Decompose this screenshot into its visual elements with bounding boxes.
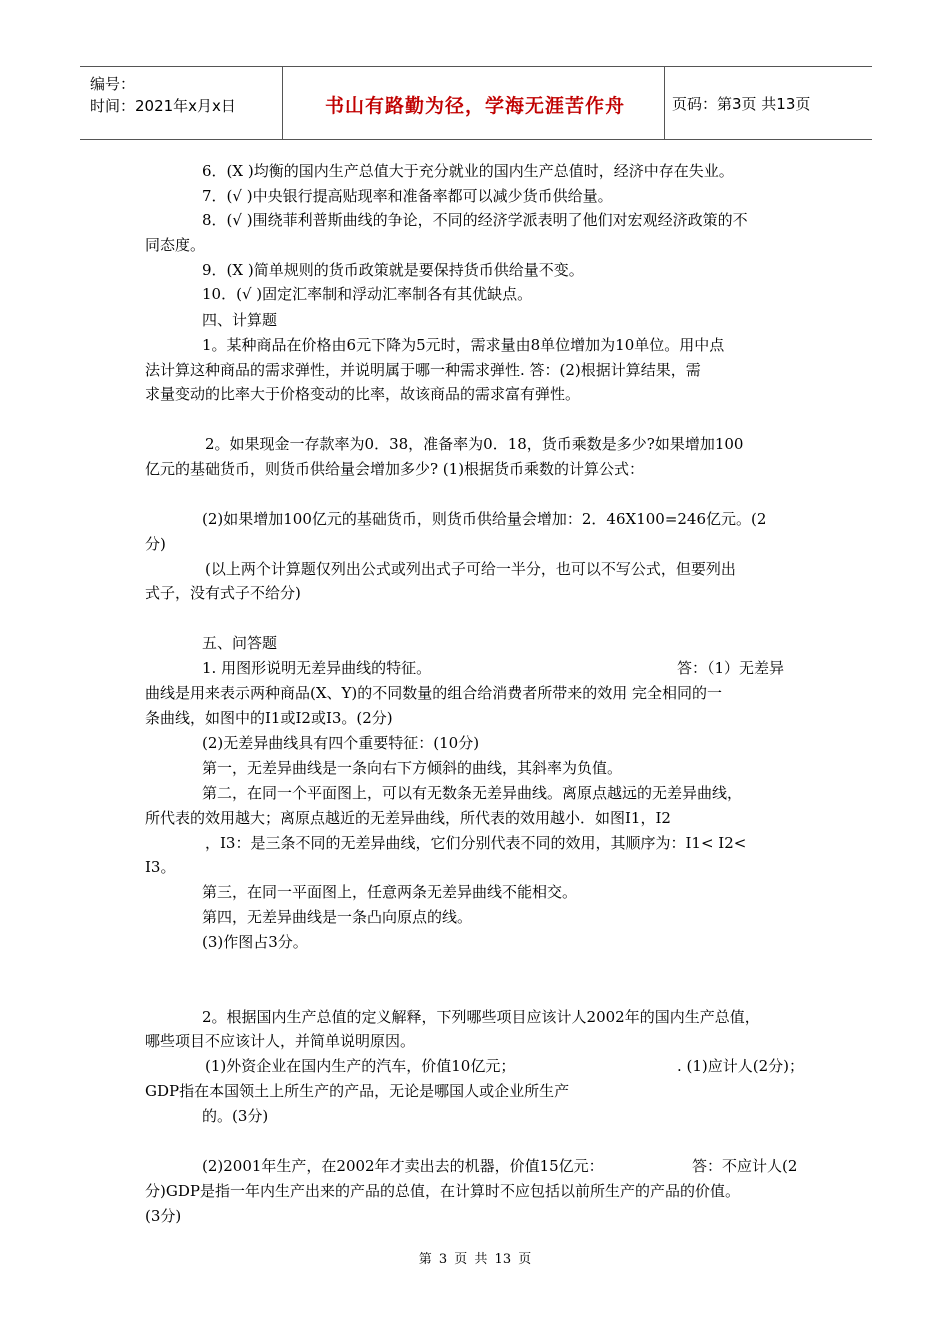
text-line: (2)2001年生产，在2002年才卖出去的机器，价值15亿元： [202, 1157, 604, 1175]
header-divider [282, 67, 283, 139]
text-line: 同态度。 [145, 236, 206, 254]
text-line: (2)无差异曲线具有四个重要特征：(10分) [202, 734, 480, 752]
page-footer: 第 3 页 共 13 页 [418, 1252, 532, 1267]
text-line: (3分) [145, 1207, 182, 1225]
text-line: (以上两个计算题仅列出公式或列出式子可给一半分，也可以不写公式，但要列出 [205, 560, 736, 578]
text-line: 8．(√ )围绕菲利普斯曲线的争论，不同的经济学派表明了他们对宏观经济政策的不 [202, 211, 748, 229]
text-line: GDP指在本国领土上所生产的产品，无论是哪国人或企业所生产 [145, 1082, 570, 1100]
header-code-label: 编号： [90, 75, 136, 93]
text-line: 1. 用图形说明无差异曲线的特征。 [202, 659, 432, 677]
text-line: 求量变动的比率大于价格变动的比率，故该商品的需求富有弹性。 [145, 385, 581, 403]
text-line: 分)GDP是指一年内生产出来的产品的总值，在计算时不应包括以前所生产的产品的价值。 [145, 1182, 740, 1200]
header-motto: 书山有路勤为径，学海无涯苦作舟 [324, 95, 625, 117]
header-page-info: 页码：第3页 共13页 [672, 95, 811, 113]
text-line: 曲线是用来表示两种商品(X、Y)的不同数量的组合给消费者所带来的效用 完全相同的一 [145, 684, 723, 702]
text-line: 1。某种商品在价格由6元下降为5元时，需求量由8单位增加为10单位。用中点 [202, 336, 725, 354]
header-time-label: 时间：2021年x月x日 [90, 97, 236, 115]
header-divider [664, 67, 665, 139]
text-line: 式子，没有式子不给分) [145, 584, 301, 602]
text-line: 答：（1）无差异 [677, 659, 785, 677]
text-line: 法计算这种商品的需求弹性，并说明属于哪一种需求弹性. 答：(2)根据计算结果，需 [145, 361, 701, 379]
text-line: 分) [145, 535, 166, 553]
page-header [80, 66, 872, 140]
text-line: (2)如果增加100亿元的基础货币，则货币供给量会增加：2．46X100=246亿元。(2 [202, 510, 767, 528]
text-line: 9．(X )简单规则的货币政策就是要保持货币供给量不变。 [202, 261, 584, 279]
text-line: 10．(√ )固定汇率制和浮动汇率制各有其优缺点。 [202, 285, 533, 303]
text-line: . (1)应计人(2分)； [677, 1057, 805, 1075]
text-line: 条曲线，如图中的I1或I2或I3。(2分) [145, 709, 393, 727]
text-line: ，I3：是三条不同的无差异曲线，它们分别代表不同的效用，其顺序为：I1< I2< [205, 834, 747, 852]
text-line: 哪些项目不应该计人，并简单说明原因。 [145, 1032, 416, 1050]
text-line: 2。根据国内生产总值的定义解释，下列哪些项目应该计人2002年的国内生产总值， [202, 1008, 760, 1026]
text-line: 第三，在同一平面图上，任意两条无差异曲线不能相交。 [202, 883, 578, 901]
text-line: I3。 [145, 858, 176, 876]
section-heading: 五、问答题 [202, 634, 278, 652]
text-line: 所代表的效用越大；离原点越近的无差异曲线，所代表的效用越小．如图I1，I2 [145, 809, 671, 827]
header-meta [90, 73, 236, 117]
section-heading: 四、计算题 [202, 311, 278, 329]
text-line: 第二，在同一个平面图上，可以有无数条无差异曲线。离原点越远的无差异曲线， [202, 784, 743, 802]
text-line: 第一，无差异曲线是一条向右下方倾斜的曲线，其斜率为负值。 [202, 759, 623, 777]
text-line: 7．(√ )中央银行提高贴现率和准备率都可以减少货币供给量。 [202, 187, 613, 205]
text-line: 亿元的基础货币，则货币供给量会增加多少? (1)根据货币乘数的计算公式： [145, 460, 645, 478]
text-line: (3)作图占3分。 [202, 933, 308, 951]
text-line: 的。(3分) [202, 1107, 269, 1125]
text-line: (1)外资企业在国内生产的汽车，价值10亿元； [205, 1057, 516, 1075]
text-line: 6．(X )均衡的国内生产总值大于充分就业的国内生产总值时，经济中存在失业。 [202, 162, 734, 180]
text-line: 2。如果现金一存款率为0．38，准备率为0．18，货币乘数是多少?如果增加100 [205, 435, 744, 453]
text-line: 第四，无差异曲线是一条凸向原点的线。 [202, 908, 473, 926]
text-line: 答：不应计人(2 [692, 1157, 798, 1175]
